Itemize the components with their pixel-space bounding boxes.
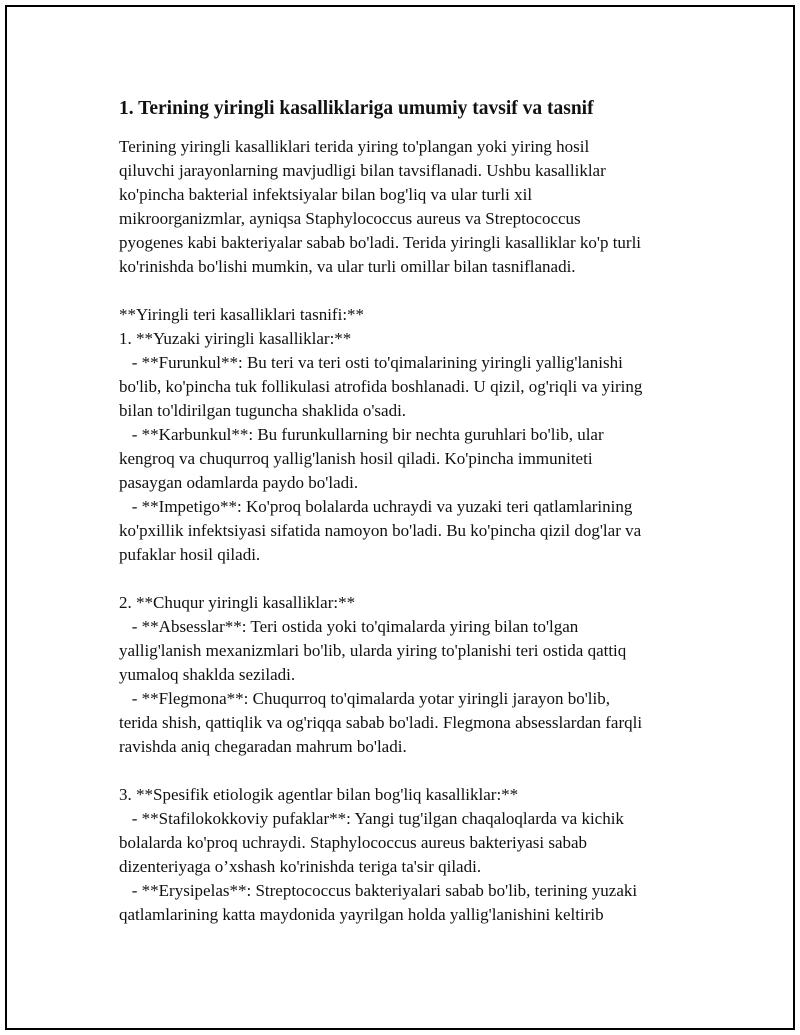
section-heading: 1. Terining yiringli kasalliklariga umumiy tavsif va tasnif bbox=[119, 98, 594, 119]
document-content bbox=[119, 97, 709, 927]
body-text: Terining yiringli kasalliklari terida yiring to'plangan yoki yiring hosil qiluvchi jarayonlarning mavjudligi bilan tavsiflanadi. Ushbu kasalliklar ko'pincha bakterial infektsiyalar bilan bog'liq va ular turli xil mikroorganizmlar, ayniqsa Staphylococcus aureus va Streptococcus pyogenes kabi bakteriyalar sabab bo'ladi. Terida yiringli kasalliklar ko'p turli ko'rinishda bo'lishi mumkin, va ular turli omillar bilan tasniflanadi. **Yiringli teri kasalliklari tasnifi:** 1. **Yuzaki yiringli kasalliklar:** - **Furunkul**: Bu teri va teri osti to'qimalarining yiringli yallig'lanishi bo'lib, ko'pincha tuk follikulasi atrofida boshlanadi. U qizil, og'riqli va yiring bilan to'ldirilgan tuguncha shaklida o'sadi. - **Karbunkul**: Bu furunkullarning bir nechta guruhlari bo'lib, ular kengroq va chuqurroq yallig'lanish hosil qiladi. Ko'pincha immuniteti pasaygan odamlarda paydo bo'ladi. - **Impetigo**: Ko'proq bolalarda uchraydi va yuzaki teri qatlamlarining ko'pxillik infektsiyasi sifatida namoyon bo'ladi. Bu ko'pincha qizil dog'lar va pufaklar hosil qiladi. 2. **Chuqur yiringli kasalliklar:** - **Absesslar**: Teri ostida yoki to'qimalarda yiring bilan to'lgan yallig'lanish mexanizmlari bo'lib, ularda yiring to'planishi teri ostida qattiq yumaloq shaklda seziladi. - **Flegmona**: Chuqurroq to'qimalarda yotar yiringli jarayon bo'lib, terida shish, qattiqlik va og'riqqa sabab bo'ladi. Flegmona absesslardan farqli ravishda aniq chegaradan mahrum bo'ladi. 3. **Spesifik etiologik agentlar bilan bog'liq kasalliklar:** - **Stafilokokkoviy pufaklar**: Yangi tug'ilgan chaqaloqlarda va kichik bolalarda ko'proq uchraydi. Staphylococcus aureus bakteriyasi sabab dizenteriyaga o’xshash ko'rinishda teriga ta'sir qiladi. - **Erysipelas**: Streptococcus bakteriyalari sabab bo'lib, terining yuzaki qatlamlarining katta maydonida yayrilgan holda yallig'lanishini keltirib bbox=[119, 137, 643, 924]
page bbox=[5, 5, 795, 1030]
